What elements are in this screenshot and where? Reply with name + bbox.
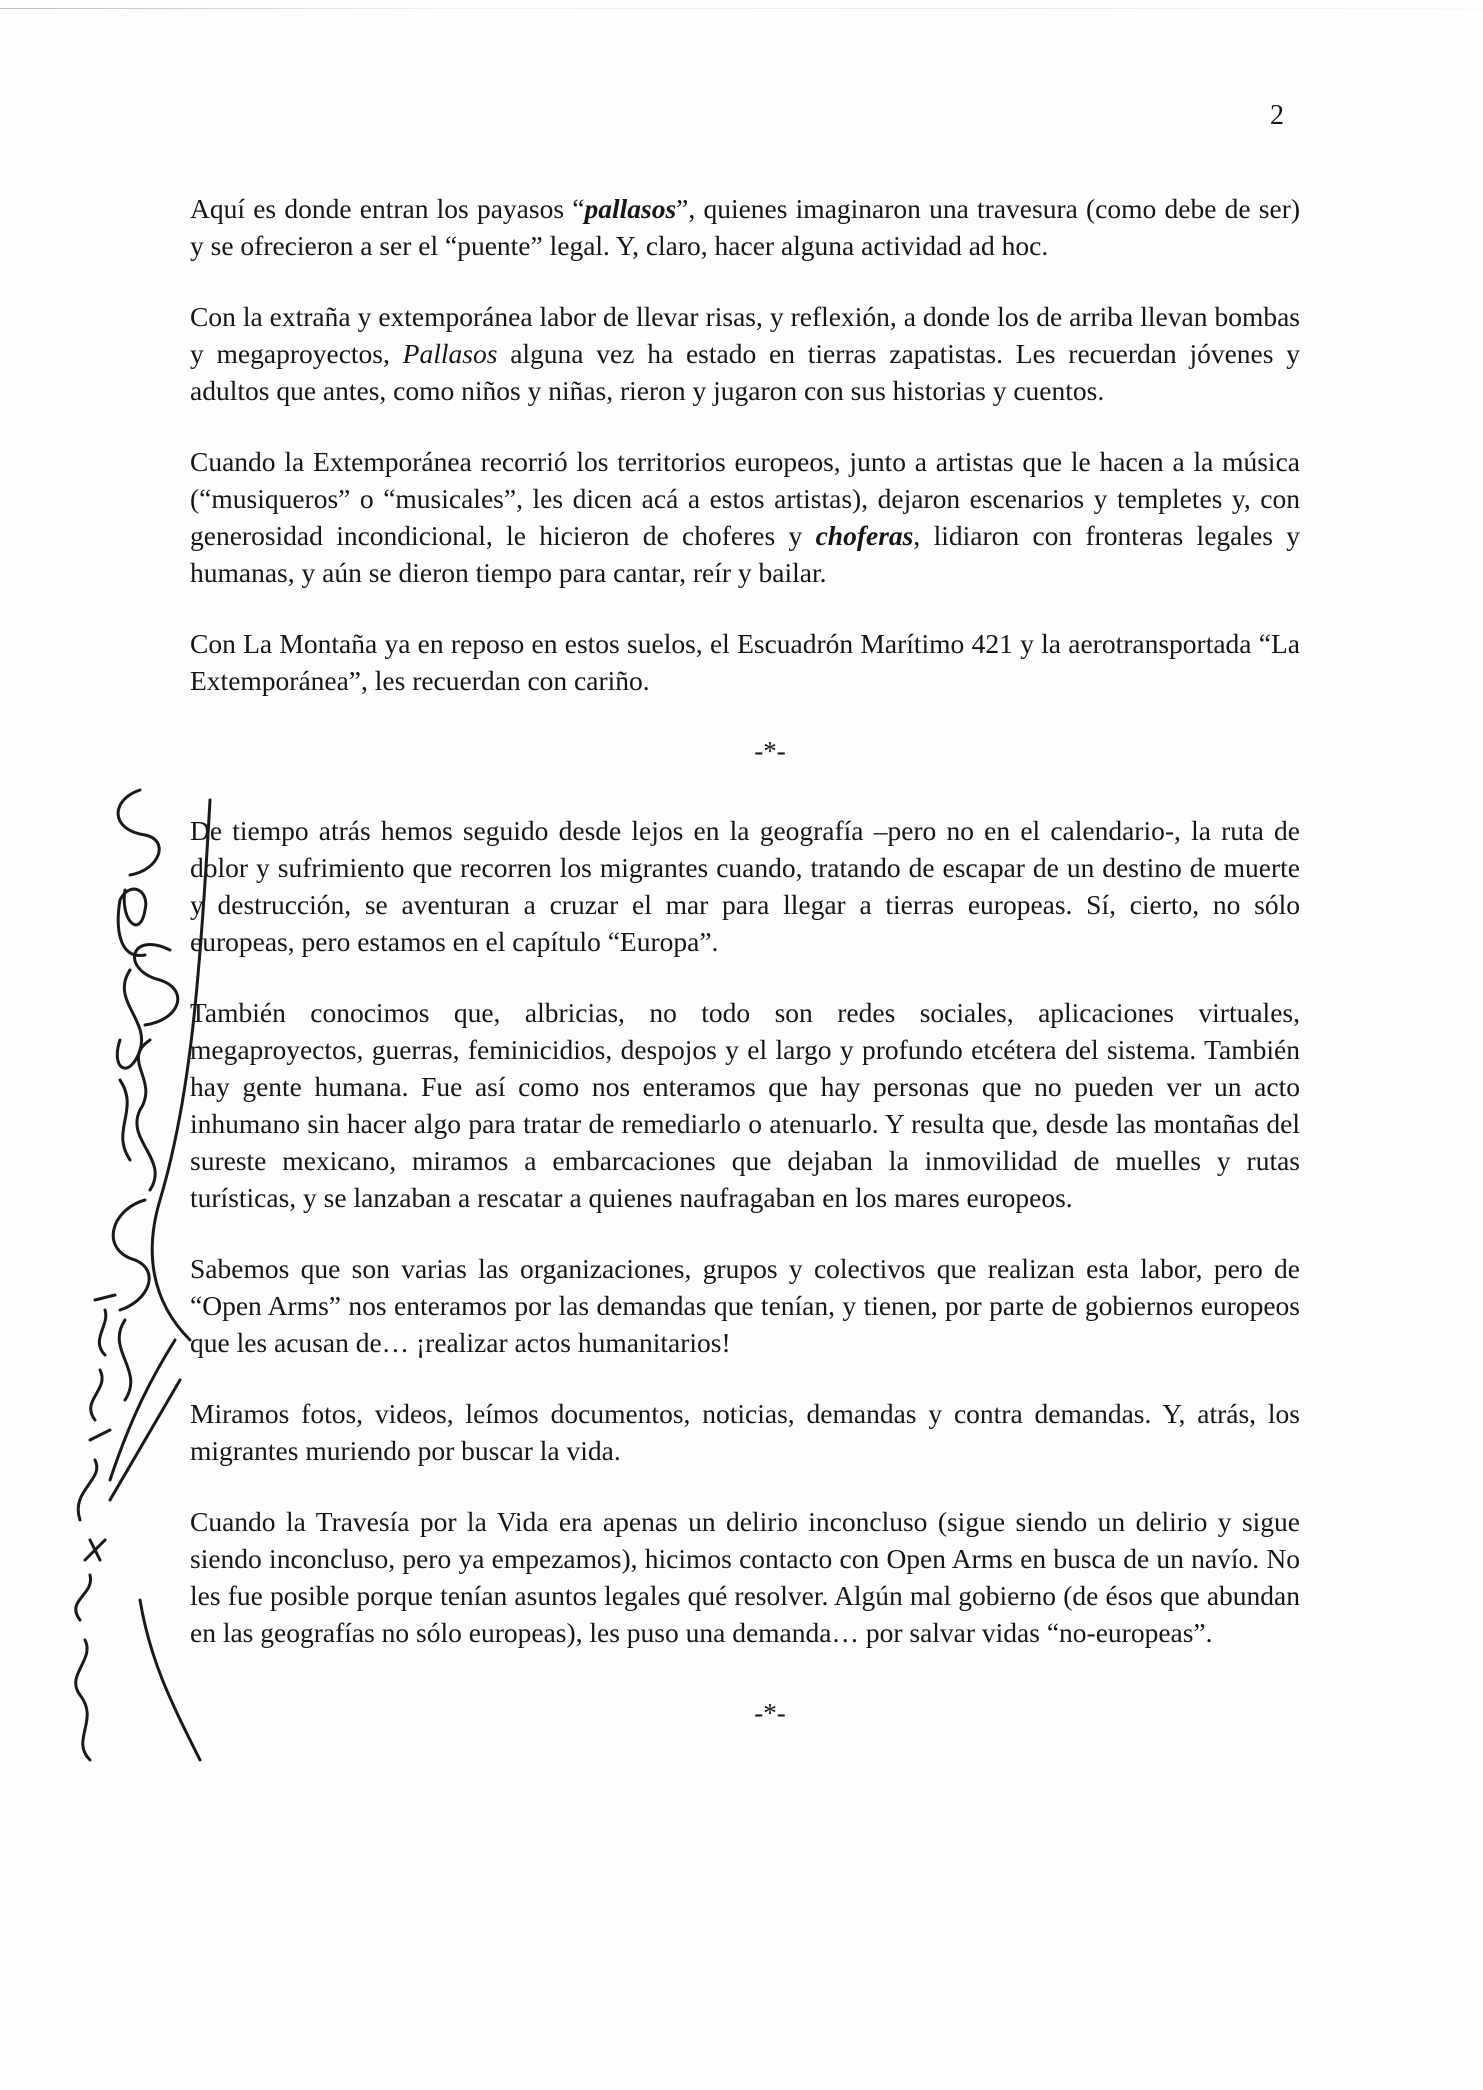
signature-strokes [50,780,230,1780]
page-number: 2 [1270,100,1284,131]
paragraph-migrantes: De tiempo atrás hemos seguido desde lejos en la geografía –pero no en el calendario-, la ruta de dolor y sufrimiento que recorren los migrantes cuando, tratando de escapar de un destino de muerte y destrucción, se aventuran a cruzar el mar para llegar a tierras europeas. Sí, cierto, no sólo europeas, pero estamos en el capítulo “Europa”. [190,815,1300,957]
paragraph-albricias: También conocimos que, albricias, no todo son redes sociales, aplicaciones virtuales, megaproyectos, guerras, feminicidios, despojos y el largo y profundo etcétera del sistema. También hay gente humana. Fue así como nos enteramos que hay personas que no pueden ver un acto inhumano sin hacer algo para tratar de remediarlo o atenuarlo. Y resulta que, desde las montañas del sureste mexicano, miramos a embarcaciones que dejaban la inmovilidad de muelles y rutas turísticas, y se lanzaban a rescatar a quienes naufragaban en los mares europeos. [190,997,1300,1213]
paragraph-text: , lidiaron con fronteras legales y humanas, y aún se dieron tiempo para cantar, reír y bailar. [190,520,1300,588]
paragraph-text: ”, quienes imaginaron una travesura (como debe de ser) y se ofrecieron a ser el “puente” legal. Y, claro, hacer alguna actividad ad hoc. [190,193,1301,261]
section-separator: -*- [754,736,786,766]
handwritten-signature [50,780,230,1780]
section-separator: -*- [754,1698,786,1728]
paragraph-text: Cuando la Extemporánea recorrió los territorios europeos, junto a artistas que le hacen a la música (“musiqueros” o “musicales”, les dicen acá a estos artistas), dejaron escenarios y templetes y, con generosidad incondicional, le hicieron de choferes y [190,446,1300,551]
emphasis-choferas: choferas [815,520,914,551]
paragraph-pallasos [190,190,1300,264]
paragraph-text: Aquí es donde entran los payasos “ [190,193,585,224]
paragraph-text: Con la extraña y extemporánea labor de llevar risas, y reflexión, a donde los de arriba llevan bombas y megaproyectos, [190,301,1300,369]
paragraph-montana: Con La Montaña ya en reposo en estos suelos, el Escuadrón Marítimo 421 y la aerotransportada “La Extemporánea”, les recuerdan con cariño. [190,628,1300,696]
emphasis-pallasos: pallasos [584,193,677,224]
paragraph-open-arms: Sabemos que son varias las organizaciones, grupos y colectivos que realizan esta labor, pero de “Open Arms” nos enteramos por las demandas que tenían, y tienen, por parte de gobiernos europeos que les acusan de… ¡realizar actos humanitarios! [190,1253,1300,1358]
emphasis-pallasos-italic: Pallasos [402,338,498,369]
body-text [190,190,1300,1774]
paragraph-labor [190,298,1300,409]
paragraph-fotos: Miramos fotos, videos, leímos documentos, noticias, demandas y contra demandas. Y, atrás, los migrantes muriendo por buscar la vida. [190,1398,1300,1466]
scan-edge [0,8,1483,9]
paragraph-travesia: Cuando la Travesía por la Vida era apenas un delirio inconcluso (sigue siendo un delirio y sigue siendo inconcluso, pero ya empezamos), hicimos contacto con Open Arms en busca de un navío. No les fue posible porque tenían asuntos legales qué resolver. Algún mal gobierno (de ésos que abundan en las geografías no sólo europeas), les puso una demanda… por salvar vidas “no-europeas”. [190,1506,1300,1648]
paragraph-text: alguna vez ha estado en tierras zapatistas. Les recuerdan jóvenes y adultos que antes, como niños y niñas, rieron y jugaron con sus historias y cuentos. [190,338,1301,406]
paragraph-extemporanea [190,443,1300,591]
